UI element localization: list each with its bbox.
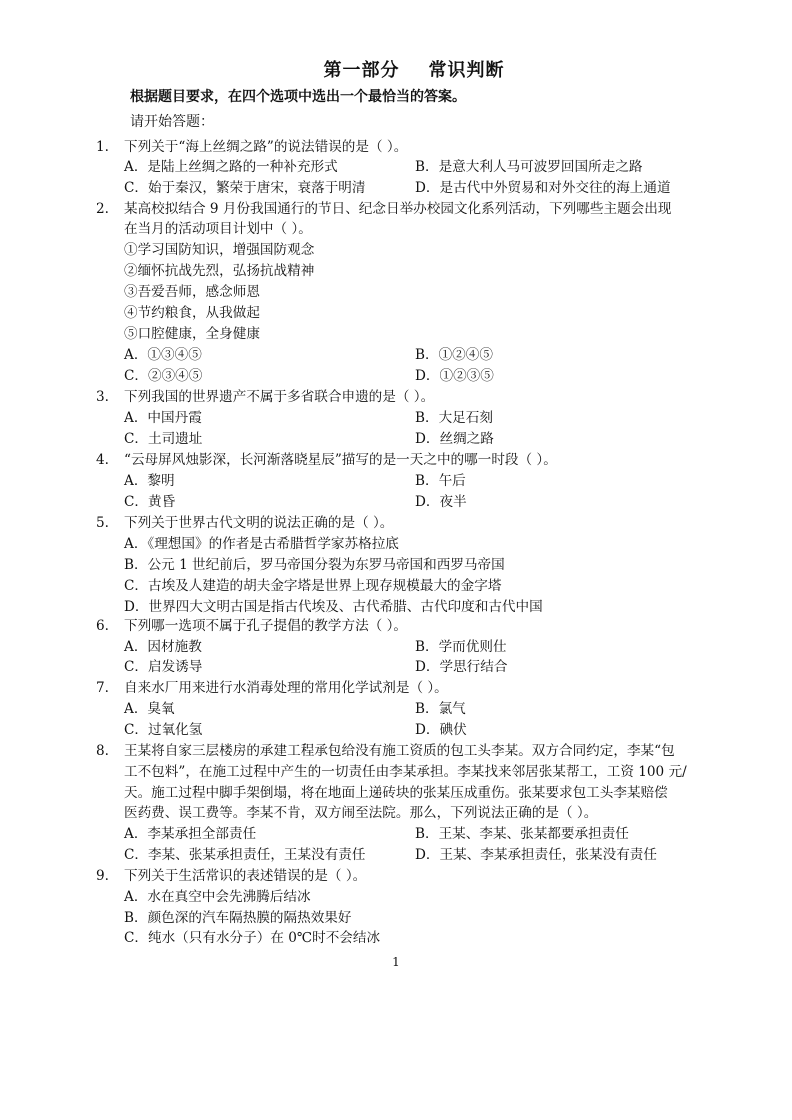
option-a: A．水在真空中会先沸腾后结冰 [124,889,311,905]
option-a: A．因材施教 [124,639,202,655]
option-a: A．臭氧 [124,701,175,717]
page-title: 第一部分 常识判断 [323,60,505,81]
question-number: 4. [96,452,109,468]
question-stem: 下列我国的世界遗产不属于多省联合申遗的是（ ）。 [124,389,435,405]
option-b: B．是意大利人马可波罗回国所走之路 [415,159,643,175]
option-b: B．公元 1 世纪前后，罗马帝国分裂为东罗马帝国和西罗马帝国 [124,557,505,573]
question-number: 8. [96,743,109,759]
option-d: D．王某、李某承担责任，张某没有责任 [415,847,657,863]
start-prompt: 请开始答题： [130,114,214,130]
question-stem: 某高校拟结合 9 月份我国通行的节日、纪念日举办校园文化系列活动，下列哪些主题会出现 [124,201,672,217]
question-stem: 下列关于生活常识的表述错误的是（ ）。 [124,868,367,884]
question-stem: 自来水厂用来进行水消毒处理的常用化学试剂是（ ）。 [124,680,448,696]
option-a: A．①③④⑤ [124,347,202,363]
option-c: C．李某、张某承担责任，王某没有责任 [124,847,366,863]
statement-item: ②缅怀抗战先烈，弘扬抗战精神 [124,263,315,279]
option-a: A．是陆上丝绸之路的一种补充形式 [124,159,338,175]
option-c: C．土司遗址 [124,431,203,447]
option-c: C．黄昏 [124,494,176,510]
question-stem: 下列哪一选项不属于孔子提倡的教学方法（ ）。 [124,618,407,634]
question-number: 2. [96,201,109,217]
question-stem: 工不包料”，在施工过程中产生的一切责任由李某承担。李某找来邻居张某帮工，工资 100 元/ [124,764,687,780]
question-stem: 下列关于“海上丝绸之路”的说法错误的是（ ）。 [124,139,408,155]
question-stem: 下列关于世界古代文明的说法正确的是（ ）。 [124,515,394,531]
option-b: B．午后 [415,473,466,489]
option-c: C．启发诱导 [124,659,203,675]
question-number: 1. [96,139,109,155]
option-b: B．①②④⑤ [415,347,493,363]
instruction-text: 根据题目要求，在四个选项中选出一个最恰当的答案。 [130,89,466,105]
question-number: 9. [96,868,109,884]
option-b: B．学而优则仕 [415,639,507,655]
option-a: A．黎明 [124,473,175,489]
question-number: 6. [96,618,109,634]
question-stem: 在当月的活动项目计划中（ ）。 [124,221,312,237]
question-stem: 王某将自家三层楼房的承建工程承包给没有施工资质的包工头李某。双方合同约定，李某“包 [124,743,675,759]
statement-item: ④节约粮食，从我做起 [124,305,260,321]
option-c: C．古埃及人建造的胡夫金字塔是世界上现存规模最大的金字塔 [124,578,502,594]
statement-item: ⑤口腔健康，全身健康 [124,326,260,342]
option-a: A．《理想国》的作者是古希腊哲学家苏格拉底 [124,536,399,552]
question-stem: 天。施工过程中脚手架倒塌，将在地面上递砖块的张某压成重伤。张某要求包工头李某赔偿 [124,785,668,801]
option-b: B．氯气 [415,701,466,717]
option-b: B．王某、李某、张某都要承担责任 [415,826,629,842]
question-number: 7. [96,680,109,696]
option-a: A．中国丹霞 [124,410,202,426]
option-c: C．始于秦汉，繁荣于唐宋，衰落于明清 [124,180,366,196]
option-c: C．②③④⑤ [124,368,203,384]
option-b: B．颜色深的汽车隔热膜的隔热效果好 [124,910,352,926]
page-number: 1 [392,955,400,969]
option-d: D．是古代中外贸易和对外交往的海上通道 [415,180,671,196]
question-stem: 医药费、误工费等。李某不肯，双方闹至法院。那么，下列说法正确的是（ ）。 [124,805,598,821]
question-stem: “云母屏风烛影深，长河渐落晓星辰”描写的是一天之中的哪一时段（ ）。 [124,452,557,468]
option-d: D．学思行结合 [415,659,508,675]
option-d: D．丝绸之路 [415,431,494,447]
question-number: 5. [96,515,109,531]
question-number: 3. [96,389,109,405]
option-d: D．世界四大文明古国是指古代埃及、古代希腊、古代印度和古代中国 [124,599,543,615]
option-d: D．夜半 [415,494,467,510]
option-c: C．过氧化氢 [124,722,203,738]
statement-item: ③吾爱吾师，感念师恩 [124,284,260,300]
option-c: C．纯水（只有水分子）在 0℃时不会结冰 [124,930,381,946]
option-d: D．碘伏 [415,722,467,738]
option-b: B．大足石刻 [415,410,493,426]
option-d: D．①②③⑤ [415,368,494,384]
option-a: A．李某承担全部责任 [124,826,257,842]
statement-item: ①学习国防知识，增强国防观念 [124,242,315,258]
